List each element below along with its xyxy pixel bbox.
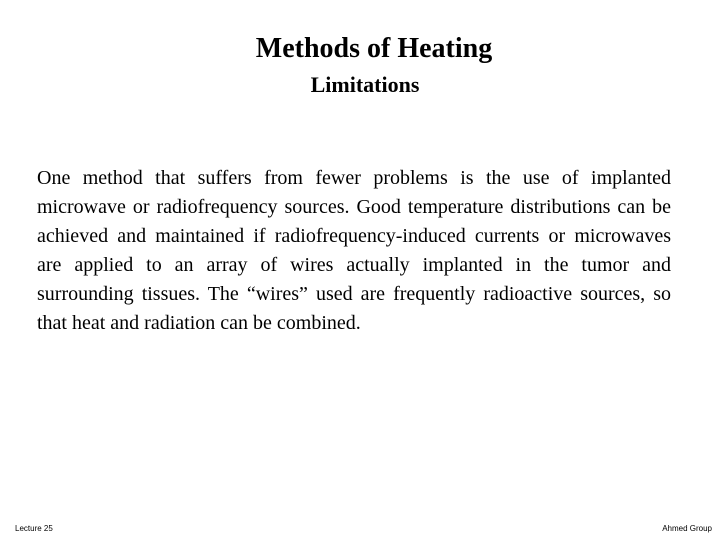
- slide-title: Methods of Heating: [255, 33, 493, 64]
- slide-body-paragraph: One method that suffers from fewer problems is the use of implanted microwave or radiofrequency sources. Good temperature distributions can be achieved and maintained if radiofrequency-induced currents or microwaves are applied to an array of wires actually implanted in the tumor and surrounding tissues. The “wires” used are frequently radioactive sources, so that heat and radiation can be combined.: [37, 167, 671, 334]
- footer-lecture-label: Lecture 25: [15, 524, 53, 533]
- slide-subtitle: Limitations: [310, 72, 420, 97]
- footer-author-label: Ahmed Group: [662, 524, 712, 533]
